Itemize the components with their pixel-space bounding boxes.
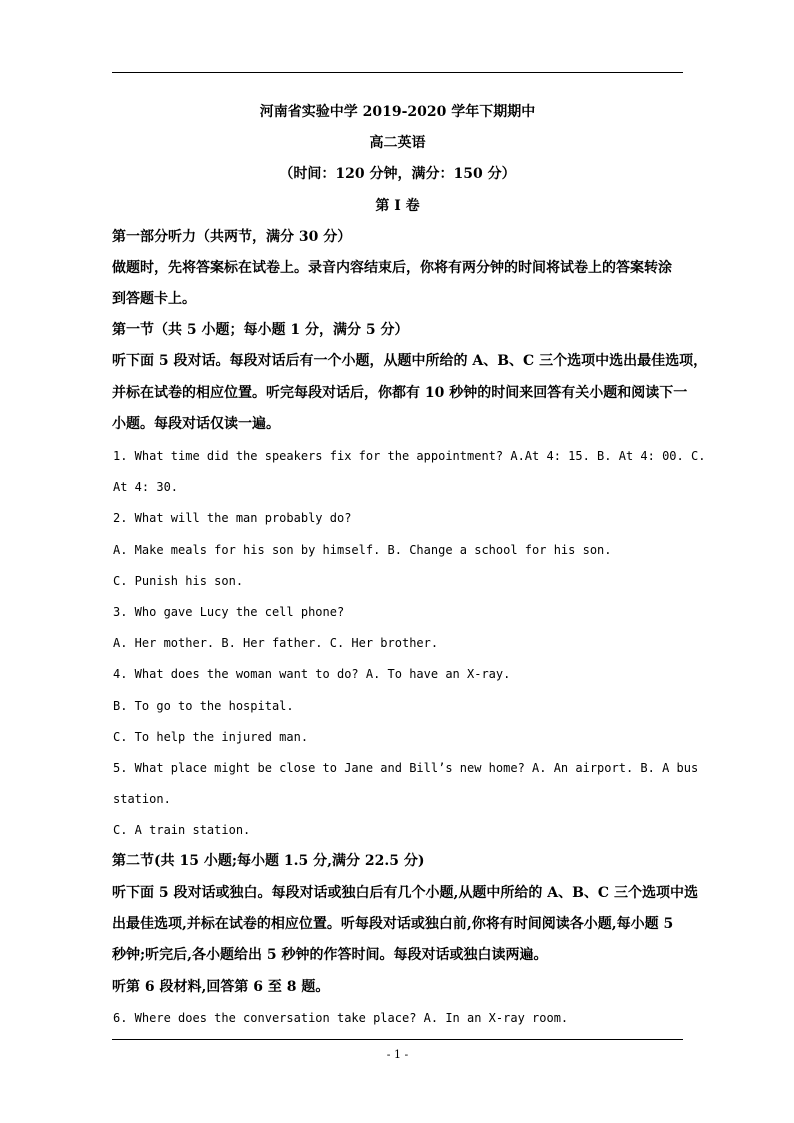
question-line: C. Punish his son. [113,574,244,588]
section1-instruction-line: 并标在试卷的相应位置。听完每段对话后，你都有 10 秒钟的时间来回答有关小题和阅读下一 [112,385,688,401]
section2-heading: 第二节(共 15 小题;每小题 1.5 分,满分 22.5 分) [112,853,425,869]
question-line: 6. Where does the conversation take place? A. In an X-ray room. [113,1011,569,1025]
question-line: 1. What time did the speakers fix for the appointment? A.At 4: 15. B. At 4: 00. C. [113,449,706,463]
section2-instruction-line: 出最佳选项,并标在试卷的相应位置。听每段对话或独白前,你将有时间阅读各小题,每小题 5 [112,916,674,932]
part1-heading: 第一部分听力（共两节，满分 30 分） [112,229,352,245]
page-number: - 1 - [386,1048,409,1061]
question-line: At 4: 30. [113,480,179,494]
question-line: A. Her mother. B. Her father. C. Her brother. [113,636,439,650]
question-line: A. Make meals for his son by himself. B. Change a school for his son. [113,543,612,557]
question-line: station. [113,792,171,806]
section1-instruction-line: 小题。每段对话仅读一遍。 [112,416,280,432]
part1-instruction-line: 到答题卡上。 [112,291,196,307]
section1-instruction-line: 听下面 5 段对话。每段对话后有一个小题，从题中所给的 A、B、C 三个选项中选出最佳选项， [112,353,708,369]
question-line: 5. What place might be close to Jane and Bill’s new home? A. An airport. B. A bus [113,761,699,775]
top-rule [112,72,683,73]
part1-instruction-line: 做题时，先将答案标在试卷上。录音内容结束后，你将有两分钟的时间将试卷上的答案转涂 [112,260,672,276]
time-score-note: （时间：120 分钟，满分：150 分） [279,166,516,182]
section2-instruction-line: 秒钟;听完后,各小题给出 5 秒钟的作答时间。每段对话或独白读两遍。 [112,947,548,963]
question-line: C. To help the injured man. [113,730,309,744]
subject-title: 高二英语 [369,135,426,151]
question-line: 4. What does the woman want to do? A. To have an X-ray. [113,667,511,681]
question-line: 3. Who gave Lucy the cell phone? [113,605,345,619]
volume-title: 第 I 卷 [375,198,420,214]
exam-title: 河南省实验中学 2019-2020 学年下期期中 [259,104,536,120]
section2-instruction-line: 听下面 5 段对话或独白。每段对话或独白后有几个小题,从题中所给的 A、B、C 三个选项中选 [112,885,698,901]
material-note: 听第 6 段材料,回答第 6 至 8 题。 [112,979,330,995]
question-line: 2. What will the man probably do? [113,511,352,525]
section1-heading: 第一节（共 5 小题；每小题 1 分，满分 5 分） [112,322,409,338]
bottom-rule [112,1039,683,1040]
question-line: B. To go to the hospital. [113,699,294,713]
question-line: C. A train station. [113,823,251,837]
